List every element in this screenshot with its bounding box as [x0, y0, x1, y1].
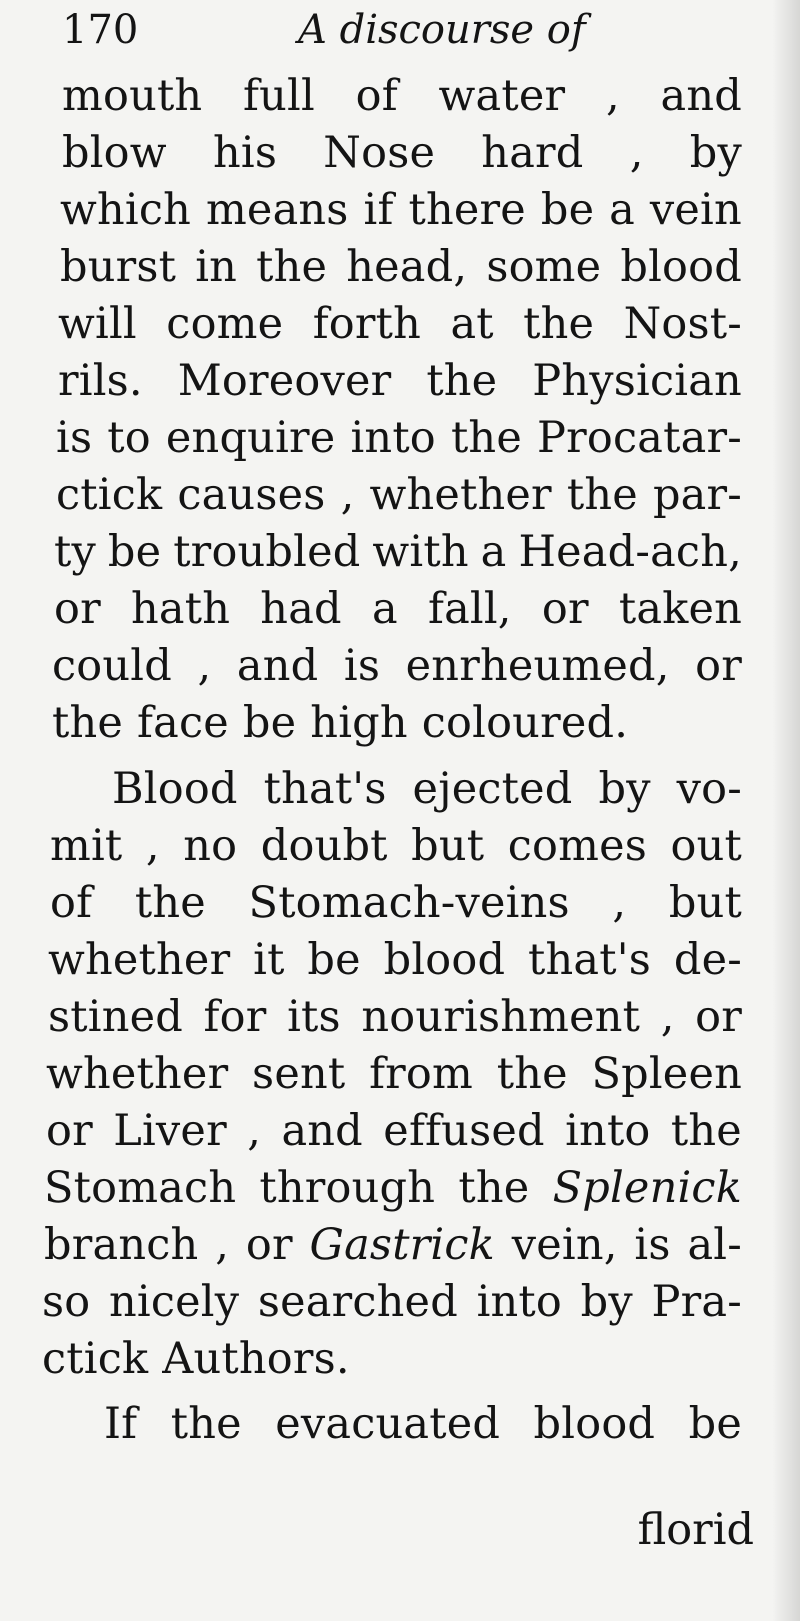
text-line: so nicely searched into by Pra-	[42, 1277, 742, 1327]
text-line: rils. Moreover the Physician	[58, 356, 742, 406]
text-line: stined for its nourishment , or	[48, 992, 742, 1042]
text-line: could , and is enrheumed, or	[52, 641, 742, 691]
text-line: If the evacuated blood be	[104, 1399, 742, 1449]
text-line: whether sent from the Spleen	[46, 1049, 742, 1099]
text-line: ctick causes , whether the par-	[56, 470, 742, 520]
text-line: branch , or Gastrick vein, is al-	[44, 1220, 742, 1270]
text-line: the face be high coloured.	[52, 698, 629, 748]
text-line: whether it be blood that's de-	[48, 935, 742, 985]
text-line: or Liver , and effused into the	[46, 1106, 742, 1156]
text-line: Blood that's ejected by vo-	[112, 764, 742, 814]
text-line: will come forth at the Nost-	[58, 299, 742, 349]
text-line: of the Stomach-veins , but	[50, 878, 742, 928]
text-line: mit , no doubt but comes out	[50, 821, 742, 871]
text-line: ctick Authors.	[42, 1334, 350, 1384]
text-line: or hath had a fall, or taken	[54, 584, 742, 634]
catchword: florid	[637, 1505, 754, 1555]
text-line: burst in the head, some blood	[60, 242, 742, 292]
text-line: is to enquire into the Procatar-	[56, 413, 742, 463]
text-line: ty be troubled with a Head-ach,	[54, 527, 742, 577]
running-head: A discourse of	[298, 7, 586, 53]
text-line: Stomach through the Splenick	[44, 1163, 742, 1213]
text-line: which means if there be a vein	[60, 185, 742, 235]
text-line: blow his Nose hard , by	[62, 128, 742, 178]
page-number: 170	[62, 7, 139, 53]
text-line: mouth full of water , and	[62, 71, 742, 121]
